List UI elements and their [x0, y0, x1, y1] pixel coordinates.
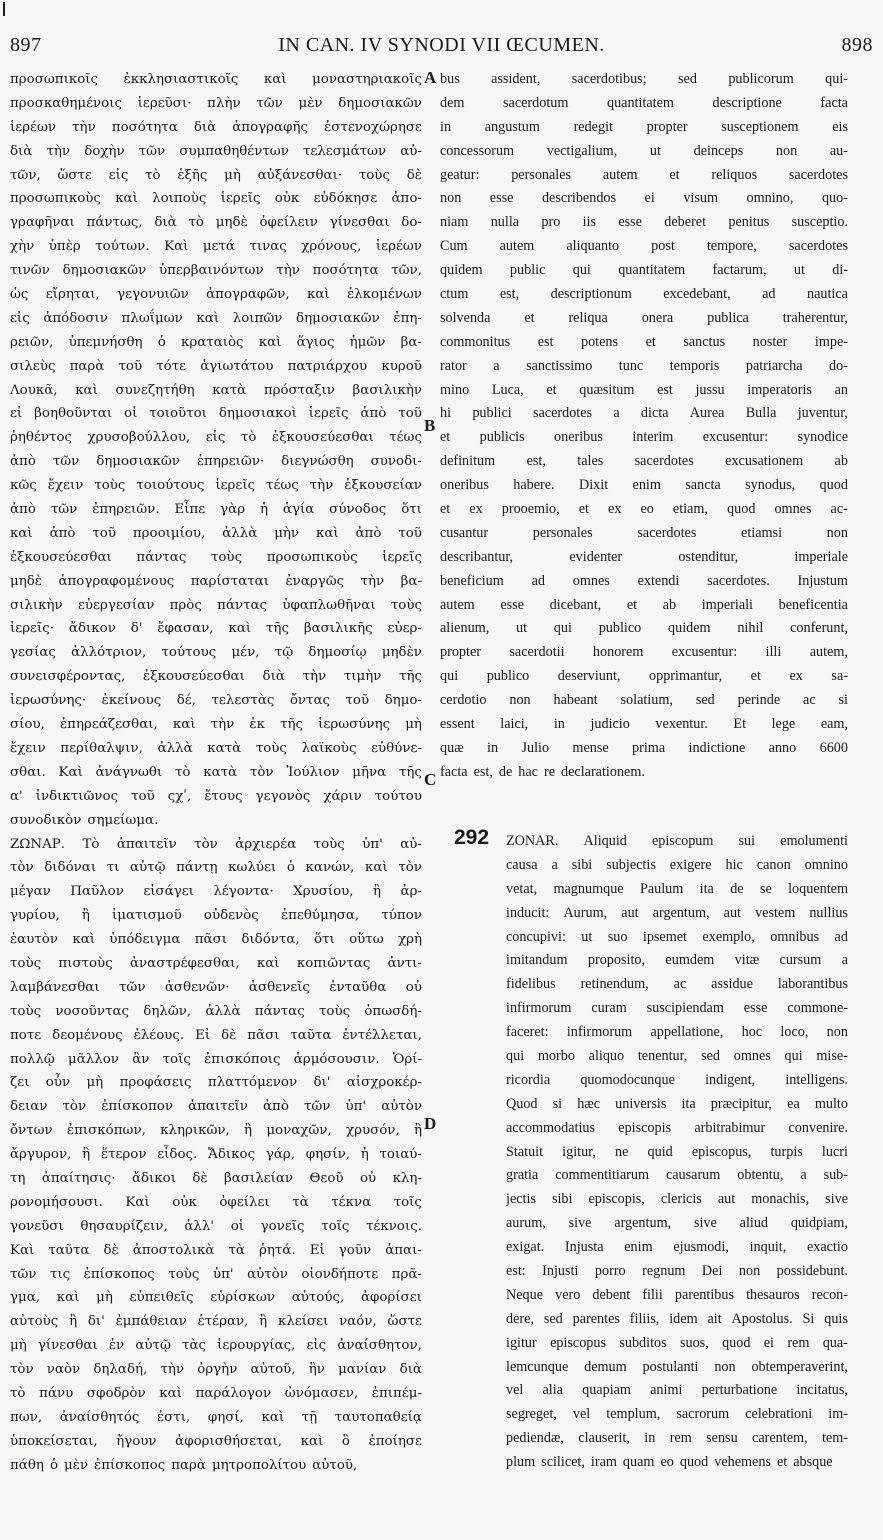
text-line: δειαν τὸν ἐπίσκοπον ἀπαιτεῖν ἀπὸ τῶν ὑπ' αὐτὸν: [10, 1099, 422, 1115]
text-line: πολλῷ μᾶλλον ἂν τοῖς ἐπισκόποις ἁρμόσουσιν. Ὁρί-: [10, 1051, 422, 1067]
text-line: quidem public qui quantitatem factarum, ut di-: [440, 262, 848, 279]
text-line: μὴ γίνεσθαι ἐν αὐτῷ τὰς ἱερουργίας, εἰς ἀναίσθητον,: [10, 1338, 422, 1354]
text-line: τοὺς πιστοὺς ἀναστρέφεσθαι, καὶ κοπιῶντας ἀντι-: [10, 955, 422, 971]
text-line: oneribus habere. Dixit enim sancta synodus, quod: [440, 477, 848, 494]
text-line: lemcunque demum postulanti non obtemperaverint,: [506, 1358, 848, 1375]
text-line: προσωπικοῖς ἐκκλησιαστικοῖς καὶ μοναστηριακοῖς: [10, 72, 422, 87]
text-line: Neque vero debent filii parentibus thesauros recon-: [506, 1286, 848, 1303]
text-line: autem esse dicebant, et ab imperiali beneficentia: [440, 596, 848, 613]
text-line: αὐτοὺς ἢ δι' ἐμπάθειαν ἑτέραν, ἢ κλείσει ναόν, ὥστε: [10, 1314, 422, 1330]
text-line: ΖΩΝΑΡ. Τὸ ἀπαιτεῖν τὸν ἀρχιερέα τοὺς ὑπ' αὐ-: [10, 836, 422, 852]
text-line: exigat. Injusta enim ejusmodi, inquit, exactio: [506, 1239, 848, 1256]
text-line: geatur: personales autem et reliquos sacerdotes: [440, 166, 848, 183]
text-line: dere, sed parentes filiis, idem ait Apostolus. Si quis: [506, 1310, 848, 1327]
text-line: ἔχειν περίθαλψιν, ἀλλὰ κατὰ τοὺς λαϊκοὺς εὐθύνε-: [10, 740, 422, 756]
text-line: μηδὲ ἀπογραφομένους παρίσταται ἐναργῶς τὴν βα-: [10, 573, 422, 589]
text-line: qui publico deserviunt, opprimantur, et ex sa-: [440, 668, 848, 685]
text-line: ρειῶν, ὑπεμνήσθη ὁ κραταιὸς καὶ ἅγιος ἡμῶν βα-: [10, 334, 422, 350]
text-line: dem sacerdotum quantitatem descriptione facta: [440, 94, 848, 111]
text-line: γονεῦσι θησαυρίζειν, ἀλλ' οἱ γονεῖς τοῖς τέκνοις.: [10, 1218, 422, 1234]
text-line: γεσίας ἀλλότριον, τούτους μέν, τῷ δημοσίῳ μηδὲν: [10, 645, 422, 661]
text-line: ἱερωσύνης· ἐκείνους δέ, τελεστὰς ὄντας τοῦ δημο-: [10, 693, 422, 709]
text-line: commonitus est potens et sanctus noster impe-: [440, 333, 848, 350]
latin-column-lower: [506, 830, 848, 1475]
text-line: est: Injusti porro regnum Dei non possidebunt.: [506, 1263, 848, 1280]
text-line: διὰ τὴν δοχὴν τῶν συμπαθηθέντων τελεσμάτων αὐ-: [10, 143, 422, 159]
text-line: segreget, vel templum, sacrorum celebrationi im-: [506, 1406, 848, 1423]
text-line: σιλικὴν εὐεργεσίαν πρὸς πάντας ὑφαπλωθῆναι τοὺς: [10, 597, 422, 613]
text-line: μέγαν Παῦλον εἰσάγει λέγοντα· Χρυσίου, ἢ ἀρ-: [10, 884, 422, 900]
text-line: ἀπὸ τῶν ἐπηρειῶν. Εἶπε γὰρ ἡ ἁγία σύνοδος ὅτι: [10, 502, 422, 518]
text-line: ὡς εἴρηται, γεγονυιῶν ἀπογραφῶν, καὶ ἑλκομένων: [10, 287, 422, 303]
text-line: concupivi: ut suo ipsemet exemplo, omnibus ad: [506, 928, 848, 945]
margin-letter-c: C: [424, 770, 437, 789]
text-line: aurum, sive argentum, sive aliud quidpiam,: [506, 1215, 848, 1232]
text-line: προσωπικοὺς καὶ λοιποὺς ἱερεῖς οὐκ εὐδόκησε ἀπο-: [10, 191, 422, 207]
greek-column: [10, 68, 422, 1478]
text-line: fidelibus retinendum, ac assidue laborantibus: [506, 976, 848, 993]
text-line: λαμβάνεσθαι τῶν ἀσθενῶν· ἀσθενεῖς ἐνταῦθα οὐ: [10, 979, 422, 995]
text-line: α' ἰνδικτιῶνος τοῦ ςχʹ, ἔτους γεγονὸς χάριν τούτου: [10, 788, 422, 804]
text-line: quæ in Julio mense prima indictione anno 6600: [440, 739, 848, 756]
text-line: Statuit igitur, ne quid episcopus, turpis lucri: [506, 1143, 848, 1160]
text-line: ἱερέων τὴν ποσότητα διὰ ἀπογραφῆς ἐστενοχώρησε: [10, 119, 422, 135]
text-line: πάθη ὁ μὲν ἐπίσκοπος παρὰ μητροπολίτου αὐτοῦ,: [10, 1457, 358, 1473]
text-line: κῶς ἔχειν τοὺς τοιούτους ἱερεῖς τέως τὴν ἐξκουσείαν: [10, 478, 422, 494]
page-number-left: 897: [10, 34, 42, 56]
text-line: accommodatius episcopis arbitrabimur convenire.: [506, 1119, 848, 1136]
text-line: τη ἀπαίτησις· ἄδικοι δὲ βασιλείαν Θεοῦ οὐ κλη-: [10, 1170, 422, 1186]
margin-letter-a: A: [424, 68, 437, 87]
text-line: ῥηθέντος χρυσοβούλλου, εἰς τὸ ἐξκουσεύεσθαι τέως: [10, 430, 422, 446]
latin-column-upper: [440, 68, 848, 785]
running-title: IN CAN. IV SYNODI VII ŒCUMEN.: [278, 34, 605, 56]
margin-letter-d: D: [424, 1114, 437, 1133]
text-line: mino Luca, et quæsitum est jussu imperatoris an: [440, 381, 848, 398]
text-line: pediendæ, clauserit, in rem sensu carentem, tem-: [506, 1430, 848, 1447]
text-line: vel alia quapiam animi perturbatione incitatus,: [506, 1382, 848, 1399]
page-number-right: 898: [841, 34, 873, 56]
text-line: Λουκᾶ, καὶ συνεζητήθη κατὰ πρόσταξιν βασιλικὴν: [10, 382, 422, 398]
text-line: qui morbo aliquo tenentur, sed omnes qui mise-: [506, 1048, 848, 1065]
text-line: faceret: infirmorum appellatione, hoc loco, non: [506, 1024, 848, 1041]
text-line: γυρίου, ἢ ἱματισμοῦ οὐδενὸς ἐπεθύμησα, τύπον: [10, 908, 422, 924]
text-line: hi publici sacerdotes a dicta Aurea Bulla juventur,: [440, 405, 848, 422]
text-line: infirmorum curam suscipiendam esse commone-: [506, 1000, 848, 1017]
text-line: συνοδικὸν σημείωμα.: [10, 812, 159, 828]
text-line: definitum est, tales sacerdotes excusationem ab: [440, 453, 848, 470]
text-line: cerdotio non habeant solatium, sed perinde ac si: [440, 692, 848, 709]
text-line: ἀπὸ τῶν δημοσιακῶν ἐπηρειῶν· διεγνώσθη συνοδι-: [10, 454, 422, 470]
running-header: [10, 34, 873, 58]
text-line: cusantur personales sacerdotes etiamsi non: [440, 524, 848, 541]
text-line: igitur episcopus subditos suos, quod ei rem qua-: [506, 1334, 848, 1351]
text-line: imitandum proposito, eumdem vitæ cursum a: [506, 952, 848, 969]
text-line: niam nulla pro iis esse deberet penitus susceptio.: [440, 214, 848, 231]
text-line: gratia commentitiarum causarum obtentu, a sub-: [506, 1167, 848, 1184]
text-line: jectis sibi episcopis, clericis aut monachis, sive: [506, 1191, 848, 1208]
text-line: Καὶ ταῦτα δὲ ἀποστολικὰ τὰ ῥητά. Εἰ γοῦν ἀπαι-: [10, 1242, 422, 1258]
text-line: σίου, ἐπηρεάζεσθαι, καὶ τὴν ἐκ τῆς ἱερωσύνης μὴ: [10, 717, 422, 733]
text-line: τὸν ναὸν δηλαδή, τὴν ὀργὴν αὐτοῦ, ἣν μανίαν διὰ: [10, 1362, 422, 1378]
text-line: et publicis oneribus interim excusentur: synodice: [440, 429, 848, 446]
text-line: rator a sanctissimo tunc temporis patriarcha do-: [440, 357, 848, 374]
text-line: ἑαυτὸν καὶ ὑπόδειγμα πᾶσι διδόντα, ὅτι οὕτω χρὴ: [10, 932, 422, 948]
text-line: in angustum redegit propter susceptionem eis: [440, 118, 848, 135]
text-line: ἄργυρον, ἢ ἕτερον εἶδος. Ἄδικος γάρ, φησίν, ἡ τοιαύ-: [10, 1147, 422, 1163]
text-line: πων, ἀναίσθητός ἐστι, φησί, καὶ τῇ ταυτοπαθείᾳ: [10, 1409, 422, 1425]
text-line: propter sacerdotii honorem excusentur: illi autem,: [440, 644, 848, 661]
text-line: concessorum vectigalium, ut deinceps non au-: [440, 142, 848, 159]
text-line: γμα, καὶ μὴ εὐπειθεῖς εὑρίσκων αὐτούς, ἀφορίσει: [10, 1290, 422, 1306]
text-line: ricordia quomodocunque indigent, intelligens.: [506, 1071, 848, 1088]
text-line: facta est, de hac re declarationem.: [440, 763, 645, 780]
text-line: εἰς ἀπόδοσιν πλωΐμων καὶ λοιπῶν δημοσιακῶν ἐπη-: [10, 310, 422, 326]
text-line: τὸ πάνυ σφοδρὸν καὶ παράλογον ὠνόμασεν, ἐπιπέμ-: [10, 1385, 422, 1401]
text-line: describantur, evidenter ostenditur, imperiale: [440, 548, 848, 565]
text-line: ἱερεῖς· ἄδικον δ' ἔφασαν, καὶ τῆς βασιλικῆς εὐερ-: [10, 621, 422, 637]
text-line: Quod si hæc universis ita præcipitur, ea multo: [506, 1095, 848, 1112]
text-line: τινῶν δημοσιακῶν ὑπερβαινόντων τὴν ποσότητα τῶν,: [10, 263, 422, 279]
text-line: τοὺς νοσοῦντας δηλῶν, ἀλλὰ πάντας τοὺς ὁπωσδή-: [10, 1003, 422, 1019]
text-line: γραφῆναι πάντως, διὰ τὸ μηδὲ ὀφείλειν γίνεσθαι δο-: [10, 215, 422, 231]
text-line: τῶν, ὥστε εἰς τὸ ἑξῆς μὴ αὐξάνεσθαι· τοὺς δὲ: [10, 167, 422, 183]
text-line: σθαι. Καὶ ἀνάγνωθι τὸ κατὰ τὸν Ἰούλιον μῆνα τῆς: [10, 764, 422, 780]
text-line: σιλεὺς παρὰ τοῦ τότε ἁγιωτάτου πατριάρχου κυροῦ: [10, 358, 422, 374]
text-line: ποτε δεομένους ἐλέους. Εἰ δὲ πᾶσι ταῦτα ἐντέλλεται,: [10, 1027, 422, 1043]
text-line: ὄντων ἐπισκόπων, κληρικῶν, ἢ μοναχῶν, χρυσόν, ἢ: [10, 1123, 422, 1139]
text-line: συνεισφέροντας, ἐξκουσεύεσθαι διὰ τὴν τιμὴν τῆς: [10, 669, 422, 685]
text-line: non esse describendos ei visum omnino, quo-: [440, 190, 848, 207]
text-line: vetat, magnumque Paulum ita de se loquentem: [506, 880, 848, 897]
text-line: Cum autem aliquanto post tempore, sacerdotes: [440, 238, 848, 255]
text-line: beneficium ad omnes extendi sacerdotes. Injustum: [440, 572, 848, 589]
section-number: 292: [454, 826, 490, 849]
text-line: causa a sibi subjectis exigere hic canon omnino: [506, 856, 848, 873]
text-line: ZONAR. Aliquid episcopum sui emolumenti: [506, 833, 848, 849]
text-line: προσκαθημένοις ἱερεῦσι· πλὴν τῶν μὲν δημοσιακῶν: [10, 95, 422, 111]
ink-speck: [3, 2, 5, 16]
text-line: inducit: Aurum, aut argentum, aut vestem nullius: [506, 904, 848, 921]
text-line: bus assident, sacerdotibus; sed publicorum qui-: [440, 71, 848, 87]
text-line: essent laici, in judicio vexentur. Et lege eam,: [440, 716, 848, 733]
margin-letter-b: B: [424, 416, 436, 435]
text-line: ἐξκουσεύεσθαι πάντας τοὺς προσωπικοὺς ἱερεῖς: [10, 549, 422, 565]
text-line: et ex prooemio, et ex eo etiam, quod omnes ac-: [440, 501, 848, 518]
text-line: solvenda et reliqua onera publica traherentur,: [440, 309, 848, 326]
text-line: εἰ βοηθοῦνται οἱ τοιοῦτοι δημοσιακοὶ ἱερεῖς ἀπὸ τοῦ: [10, 406, 422, 422]
text-line: χὴν ὑπὲρ τούτων. Καὶ μετά τινας χρόνους, ἱερέων: [10, 239, 422, 255]
text-line: alienum, ut qui publico quidem nihil conferunt,: [440, 620, 848, 637]
text-line: ctum est, descriptionum excedebant, ad nautica: [440, 286, 848, 303]
text-line: plum scilicet, iram quam eo quod vehemens et absque: [506, 1454, 833, 1471]
text-line: τὸν διδόναι τι αὐτῷ πάντῃ κωλύει ὁ κανών, καὶ τὸν: [10, 860, 422, 876]
text-line: καὶ ἀπὸ τοῦ προοιμίου, ἀλλὰ μὴν καὶ ἀπὸ τοῦ: [10, 525, 422, 541]
text-line: ὑποκείσεται, ἤγουν ἀφορισθήσεται, καὶ ὃ ἐποίησε: [10, 1433, 422, 1449]
text-line: τῶν τις ἐπίσκοπος τοὺς ὑπ' αὐτὸν οἱονδήποτε πρᾶ-: [10, 1266, 422, 1282]
text-line: ζει οὖν μὴ προφάσεις πλαττόμενον δι' αἰσχροκέρ-: [10, 1075, 422, 1091]
text-line: ρονομήσουσι. Καὶ οὐκ ὀφείλει τὰ τέκνα τοῖς: [10, 1194, 422, 1210]
